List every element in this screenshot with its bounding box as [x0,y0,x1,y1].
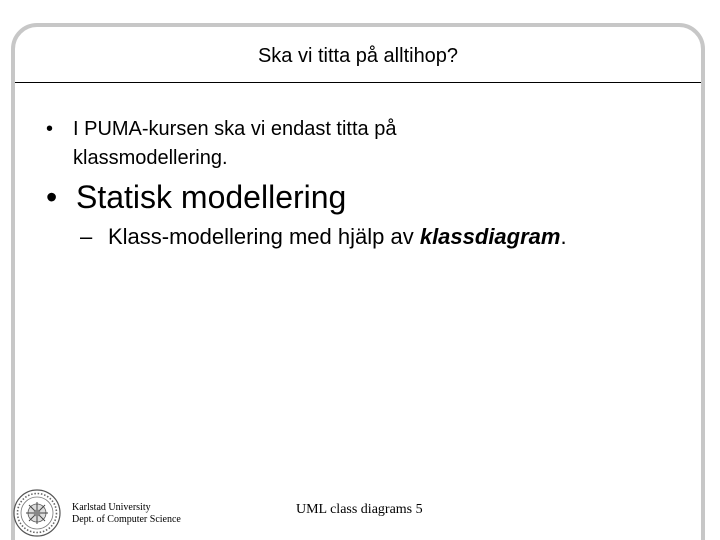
bullet-text-line-1: I PUMA-kursen ska vi endast titta på [73,118,397,140]
university-seal-icon [12,488,62,538]
bullet-text-line-2: klassmodellering. [73,147,228,169]
bullet-item-1 [46,115,396,173]
slide-frame [11,23,705,540]
sub-bullet-item [80,223,567,251]
sub-bullet-emphasis: klassdiagram [419,224,561,249]
sub-bullet-suffix: . [560,224,567,249]
bullet-item-2 [46,177,346,217]
bullet-text: Statisk modellering [76,179,347,215]
title-box [15,27,701,83]
university-info [72,502,181,526]
department-name: Dept. of Computer Science [72,514,181,525]
page-label: UML class diagrams 5 [296,502,423,517]
sub-bullet-marker: – [80,224,93,249]
sub-bullet-prefix: Klass-modellering med hjälp av [108,224,420,249]
slide-title: Ska vi titta på alltihop? [257,45,459,67]
bullet-marker: • [46,118,54,140]
bullet-marker: • [46,179,58,215]
university-name: Karlstad University [72,502,151,513]
